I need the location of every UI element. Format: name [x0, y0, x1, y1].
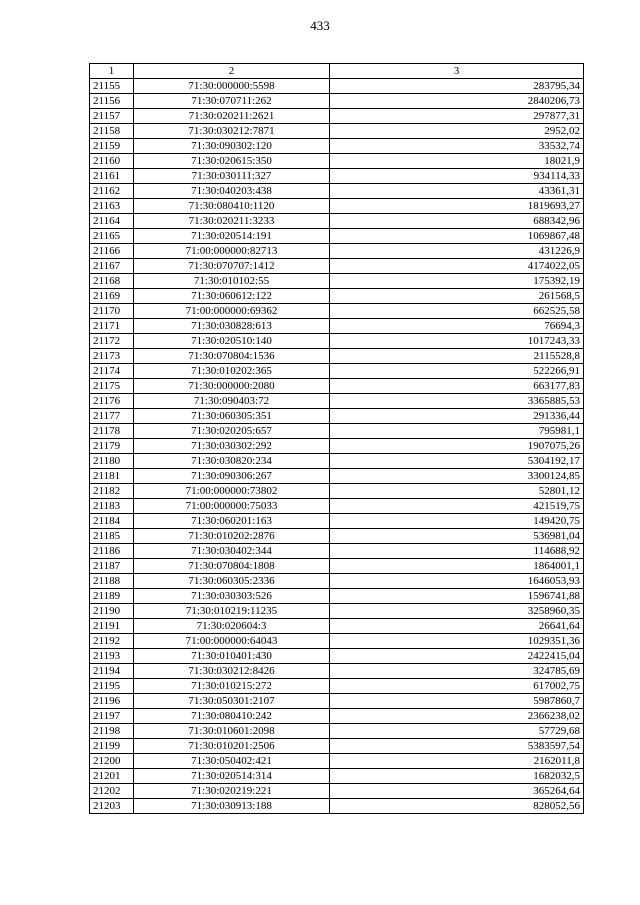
cadastral-number-cell: 71:30:010202:2876 [134, 529, 330, 544]
cadastral-value-cell: 3300124,85 [330, 469, 584, 484]
table-row [90, 469, 584, 484]
cadastral-value-cell: 324785,69 [330, 664, 584, 679]
cadastral-number-cell: 71:30:010202:365 [134, 364, 330, 379]
table-row [90, 784, 584, 799]
row-index-cell: 21170 [90, 304, 134, 319]
cadastral-value-cell: 5383597,54 [330, 739, 584, 754]
table-row [90, 289, 584, 304]
cadastral-value-cell: 43361,31 [330, 184, 584, 199]
row-index-cell: 21167 [90, 259, 134, 274]
cadastral-number-cell: 71:30:070804:1808 [134, 559, 330, 574]
table-row [90, 589, 584, 604]
table-row [90, 499, 584, 514]
row-index-cell: 21165 [90, 229, 134, 244]
cadastral-value-cell: 663177,83 [330, 379, 584, 394]
row-index-cell: 21185 [90, 529, 134, 544]
row-index-cell: 21160 [90, 154, 134, 169]
cadastral-number-cell: 71:30:090403:72 [134, 394, 330, 409]
table-row [90, 379, 584, 394]
table-row [90, 649, 584, 664]
cadastral-number-cell: 71:00:000000:69362 [134, 304, 330, 319]
cadastral-number-cell: 71:30:030820:234 [134, 454, 330, 469]
table-row [90, 214, 584, 229]
row-index-cell: 21162 [90, 184, 134, 199]
row-index-cell: 21203 [90, 799, 134, 814]
row-index-cell: 21187 [90, 559, 134, 574]
cadastral-number-cell: 71:30:030302:292 [134, 439, 330, 454]
row-index-cell: 21202 [90, 784, 134, 799]
cadastral-number-cell: 71:30:010401:430 [134, 649, 330, 664]
table-row [90, 409, 584, 424]
cadastral-value-cell: 1864001,1 [330, 559, 584, 574]
row-index-cell: 21166 [90, 244, 134, 259]
table-row [90, 94, 584, 109]
cadastral-number-cell: 71:30:090302:120 [134, 139, 330, 154]
cadastral-value-cell: 421519,75 [330, 499, 584, 514]
row-index-cell: 21198 [90, 724, 134, 739]
table-row [90, 514, 584, 529]
cadastral-value-cell: 291336,44 [330, 409, 584, 424]
row-index-cell: 21186 [90, 544, 134, 559]
table-row [90, 664, 584, 679]
cadastral-number-cell: 71:00:000000:75033 [134, 499, 330, 514]
cadastral-number-cell: 71:30:030212:7871 [134, 124, 330, 139]
row-index-cell: 21163 [90, 199, 134, 214]
cadastral-number-cell: 71:30:020211:2621 [134, 109, 330, 124]
row-index-cell: 21177 [90, 409, 134, 424]
row-index-cell: 21179 [90, 439, 134, 454]
table-row [90, 349, 584, 364]
table-row [90, 754, 584, 769]
table-row [90, 799, 584, 814]
cadastral-value-cell: 431226,9 [330, 244, 584, 259]
row-index-cell: 21156 [90, 94, 134, 109]
table-row [90, 109, 584, 124]
cadastral-number-cell: 71:30:030828:613 [134, 319, 330, 334]
cadastral-number-cell: 71:30:020514:191 [134, 229, 330, 244]
cadastral-number-cell: 71:30:060201:163 [134, 514, 330, 529]
row-index-cell: 21164 [90, 214, 134, 229]
table-row [90, 169, 584, 184]
cadastral-number-cell: 71:00:000000:73802 [134, 484, 330, 499]
cadastral-value-cell: 26641,64 [330, 619, 584, 634]
cadastral-number-cell: 71:30:060305:2336 [134, 574, 330, 589]
table-row [90, 154, 584, 169]
cadastral-value-cell: 76694,3 [330, 319, 584, 334]
cadastral-number-cell: 71:30:010215:272 [134, 679, 330, 694]
cadastral-number-cell: 71:30:010601:2098 [134, 724, 330, 739]
cadastral-value-cell: 795981,1 [330, 424, 584, 439]
table-header-row [90, 64, 584, 79]
row-index-cell: 21155 [90, 79, 134, 94]
cadastral-value-cell: 283795,34 [330, 79, 584, 94]
table-row [90, 739, 584, 754]
row-index-cell: 21175 [90, 379, 134, 394]
row-index-cell: 21190 [90, 604, 134, 619]
cadastral-value-cell: 522266,91 [330, 364, 584, 379]
cadastral-value-table [89, 63, 584, 814]
cadastral-value-cell: 1907075,26 [330, 439, 584, 454]
cadastral-value-cell: 1596741,88 [330, 589, 584, 604]
table-body [90, 64, 584, 814]
row-index-cell: 21180 [90, 454, 134, 469]
table-row [90, 319, 584, 334]
row-index-cell: 21192 [90, 634, 134, 649]
row-index-cell: 21191 [90, 619, 134, 634]
table-row [90, 529, 584, 544]
table-row [90, 259, 584, 274]
cadastral-value-cell: 1069867,48 [330, 229, 584, 244]
row-index-cell: 21195 [90, 679, 134, 694]
table-row [90, 139, 584, 154]
cadastral-value-cell: 2115528,8 [330, 349, 584, 364]
row-index-cell: 21200 [90, 754, 134, 769]
table-row [90, 709, 584, 724]
cadastral-value-cell: 3258960,35 [330, 604, 584, 619]
header-cell-index: 1 [90, 64, 134, 79]
row-index-cell: 21161 [90, 169, 134, 184]
row-index-cell: 21173 [90, 349, 134, 364]
row-index-cell: 21168 [90, 274, 134, 289]
cadastral-number-cell: 71:30:000000:5598 [134, 79, 330, 94]
table-row [90, 724, 584, 739]
row-index-cell: 21188 [90, 574, 134, 589]
table-row [90, 544, 584, 559]
cadastral-value-cell: 3365885,53 [330, 394, 584, 409]
cadastral-value-cell: 2422415,04 [330, 649, 584, 664]
cadastral-value-cell: 18021,9 [330, 154, 584, 169]
cadastral-number-cell: 71:30:050402:421 [134, 754, 330, 769]
cadastral-value-cell: 1017243,33 [330, 334, 584, 349]
cadastral-number-cell: 71:30:010219:11235 [134, 604, 330, 619]
row-index-cell: 21199 [90, 739, 134, 754]
cadastral-number-cell: 71:30:030212:8426 [134, 664, 330, 679]
table-row [90, 604, 584, 619]
cadastral-number-cell: 71:30:090306:267 [134, 469, 330, 484]
cadastral-number-cell: 71:30:020219:221 [134, 784, 330, 799]
table-row [90, 634, 584, 649]
cadastral-number-cell: 71:30:010201:2506 [134, 739, 330, 754]
table-row [90, 229, 584, 244]
cadastral-value-cell: 33532,74 [330, 139, 584, 154]
cadastral-number-cell: 71:30:020604:3 [134, 619, 330, 634]
cadastral-number-cell: 71:30:070711:262 [134, 94, 330, 109]
table-row [90, 439, 584, 454]
cadastral-value-cell: 1029351,36 [330, 634, 584, 649]
row-index-cell: 21197 [90, 709, 134, 724]
cadastral-value-cell: 617002,75 [330, 679, 584, 694]
table-row [90, 769, 584, 784]
cadastral-value-cell: 1646053,93 [330, 574, 584, 589]
cadastral-number-cell: 71:30:080410:242 [134, 709, 330, 724]
cadastral-value-cell: 1819693,27 [330, 199, 584, 214]
row-index-cell: 21201 [90, 769, 134, 784]
cadastral-number-cell: 71:30:070804:1536 [134, 349, 330, 364]
row-index-cell: 21171 [90, 319, 134, 334]
table-row [90, 559, 584, 574]
table-row [90, 454, 584, 469]
cadastral-number-cell: 71:30:030303:526 [134, 589, 330, 604]
cadastral-value-cell: 114688,92 [330, 544, 584, 559]
table-row [90, 304, 584, 319]
page-number: 433 [310, 18, 330, 33]
row-index-cell: 21181 [90, 469, 134, 484]
cadastral-number-cell: 71:30:010102:55 [134, 274, 330, 289]
row-index-cell: 21158 [90, 124, 134, 139]
row-index-cell: 21194 [90, 664, 134, 679]
row-index-cell: 21176 [90, 394, 134, 409]
table-row [90, 244, 584, 259]
cadastral-number-cell: 71:00:000000:82713 [134, 244, 330, 259]
cadastral-number-cell: 71:30:080410:1120 [134, 199, 330, 214]
cadastral-value-cell: 2952,02 [330, 124, 584, 139]
cadastral-value-cell: 365264,64 [330, 784, 584, 799]
cadastral-number-cell: 71:30:060305:351 [134, 409, 330, 424]
header-cell-value: 3 [330, 64, 584, 79]
cadastral-number-cell: 71:30:020510:140 [134, 334, 330, 349]
cadastral-value-cell: 149420,75 [330, 514, 584, 529]
row-index-cell: 21172 [90, 334, 134, 349]
table-row [90, 184, 584, 199]
cadastral-value-cell: 688342,96 [330, 214, 584, 229]
cadastral-value-cell: 52801,12 [330, 484, 584, 499]
table-row [90, 334, 584, 349]
cadastral-value-cell: 828052,56 [330, 799, 584, 814]
row-index-cell: 21178 [90, 424, 134, 439]
cadastral-value-cell: 1682032,5 [330, 769, 584, 784]
cadastral-number-cell: 71:30:000000:2080 [134, 379, 330, 394]
cadastral-number-cell: 71:00:000000:64043 [134, 634, 330, 649]
cadastral-value-cell: 261568,5 [330, 289, 584, 304]
row-index-cell: 21169 [90, 289, 134, 304]
cadastral-number-cell: 71:30:020211:3233 [134, 214, 330, 229]
cadastral-value-cell: 4174022,05 [330, 259, 584, 274]
row-index-cell: 21189 [90, 589, 134, 604]
table-row [90, 679, 584, 694]
row-index-cell: 21174 [90, 364, 134, 379]
cadastral-value-cell: 662525,58 [330, 304, 584, 319]
table-row [90, 574, 584, 589]
cadastral-number-cell: 71:30:030111:327 [134, 169, 330, 184]
row-index-cell: 21157 [90, 109, 134, 124]
cadastral-number-cell: 71:30:030913:188 [134, 799, 330, 814]
cadastral-value-cell: 57729,68 [330, 724, 584, 739]
table-row [90, 199, 584, 214]
cadastral-number-cell: 71:30:030402:344 [134, 544, 330, 559]
table-row [90, 124, 584, 139]
cadastral-number-cell: 71:30:050301:2107 [134, 694, 330, 709]
header-cell-cadastral-number: 2 [134, 64, 330, 79]
cadastral-number-cell: 71:30:020615:350 [134, 154, 330, 169]
row-index-cell: 21182 [90, 484, 134, 499]
row-index-cell: 21184 [90, 514, 134, 529]
cadastral-value-cell: 2366238,02 [330, 709, 584, 724]
cadastral-number-cell: 71:30:020205:657 [134, 424, 330, 439]
table-row [90, 619, 584, 634]
cadastral-number-cell: 71:30:040203:438 [134, 184, 330, 199]
table-row [90, 394, 584, 409]
table-row [90, 484, 584, 499]
cadastral-value-cell: 536981,04 [330, 529, 584, 544]
cadastral-number-cell: 71:30:060612:122 [134, 289, 330, 304]
table-row [90, 79, 584, 94]
cadastral-value-cell: 5304192,17 [330, 454, 584, 469]
row-index-cell: 21159 [90, 139, 134, 154]
cadastral-value-cell: 934114,33 [330, 169, 584, 184]
cadastral-value-cell: 175392,19 [330, 274, 584, 289]
table-row [90, 694, 584, 709]
cadastral-value-cell: 2840206,73 [330, 94, 584, 109]
row-index-cell: 21196 [90, 694, 134, 709]
table-row [90, 274, 584, 289]
row-index-cell: 21193 [90, 649, 134, 664]
cadastral-number-cell: 71:30:070707:1412 [134, 259, 330, 274]
cadastral-value-cell: 5987860,7 [330, 694, 584, 709]
table-row [90, 424, 584, 439]
cadastral-value-cell: 2162011,8 [330, 754, 584, 769]
table-row [90, 364, 584, 379]
row-index-cell: 21183 [90, 499, 134, 514]
cadastral-number-cell: 71:30:020514:314 [134, 769, 330, 784]
cadastral-value-cell: 297877,31 [330, 109, 584, 124]
